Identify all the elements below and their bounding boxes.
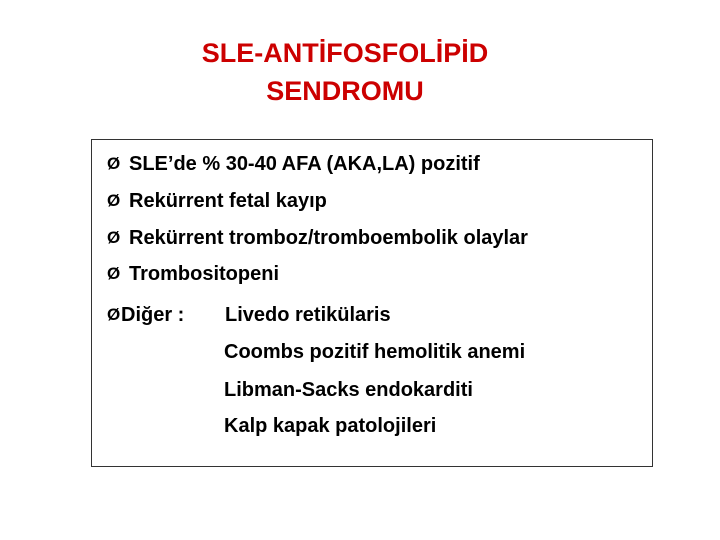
bullet-text: Rekürrent tromboz/tromboembolik olaylar <box>129 227 528 249</box>
other-value: Livedo retikülaris <box>225 304 391 326</box>
other-value: Libman-Sacks endokarditi <box>224 379 473 401</box>
bullet-item <box>107 226 528 250</box>
arrow-bullet-icon: Ø <box>107 264 121 283</box>
other-label: Diğer : <box>121 304 185 326</box>
title-line-1: SLE-ANTİFOSFOLİPİD <box>201 38 489 68</box>
bullet-item-other <box>107 303 391 327</box>
bullet-text: Trombositopeni <box>129 263 279 285</box>
bullet-text: SLE’de % 30-40 AFA (AKA,LA) pozitif <box>129 153 480 175</box>
arrow-bullet-icon: Ø <box>107 191 121 210</box>
bullet-item <box>107 189 327 213</box>
arrow-bullet-icon: Ø <box>107 228 121 247</box>
other-value: Kalp kapak patolojileri <box>224 415 437 437</box>
content-box <box>91 139 653 467</box>
bullet-text: Rekürrent fetal kayıp <box>129 190 327 212</box>
bullet-item <box>107 152 480 176</box>
bullet-item <box>107 262 279 286</box>
arrow-bullet-icon: Ø <box>107 154 121 173</box>
other-value: Coombs pozitif hemolitik anemi <box>224 341 526 363</box>
slide-title <box>0 34 690 110</box>
arrow-bullet-icon: Ø <box>107 305 121 324</box>
title-line-2: SENDROMU <box>266 76 424 106</box>
